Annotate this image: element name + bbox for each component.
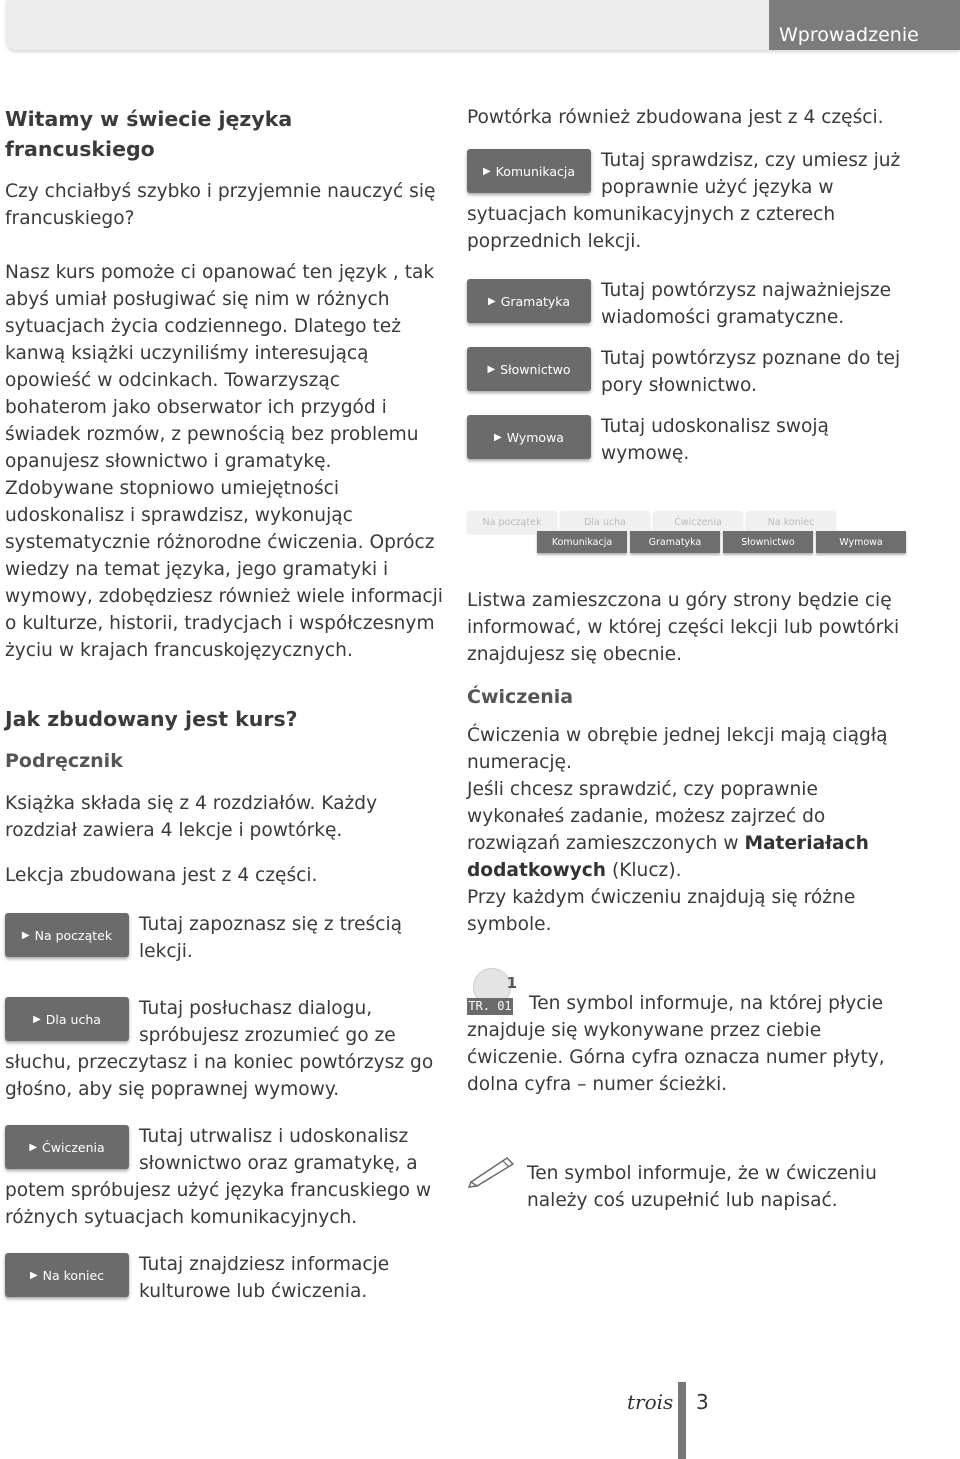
section-heading: Jak zbudowany jest kurs?	[5, 707, 298, 731]
button-label: Wymowa	[506, 429, 564, 445]
part-text: Tutaj zapoznasz się z treścią lekcji.	[139, 914, 403, 962]
pencil-symbol-block	[467, 1152, 907, 1214]
left-column	[5, 104, 445, 1319]
play-icon: ▶	[494, 431, 502, 443]
play-icon: ▶	[482, 165, 491, 177]
part-block	[5, 1251, 445, 1305]
page-word: trois	[627, 1390, 674, 1414]
intro-paragraph: Czy chciałbyś szybko i przyjemnie nauczyć się francuskiego?	[5, 181, 436, 229]
part-text: Tutaj utrwalisz i udoskonalisz słownictwo oraz gramatykę, a potem spróbujesz użyć języka francuskiego w różnych sytuacjach komunikacyjnych.	[5, 1126, 432, 1228]
exercises-key-paragraph	[467, 776, 907, 884]
part-block	[5, 995, 445, 1103]
button-label: Słownictwo	[500, 361, 571, 377]
text-part: (Klucz).	[606, 860, 682, 881]
section-label: Wprowadzenie	[769, 0, 960, 50]
exercises-paragraph: Ćwiczenia w obrębie jednej lekcji mają ciągłą numerację.	[467, 725, 888, 773]
subsection-heading: Podręcznik	[5, 750, 123, 772]
navigation-bar-illustration	[467, 511, 899, 559]
button-label: Gramatyka	[500, 293, 570, 309]
review-part-text: Tutaj sprawdzisz, czy umiesz już poprawnie użyć języka w sytuacjach komunikacyjnych z czterech poprzednich lekcji.	[467, 150, 901, 252]
cd-number: 1	[506, 974, 517, 992]
symbols-paragraph: Przy każdym ćwiczeniu znajdują się różne symbole.	[467, 887, 856, 935]
play-icon: ▶	[487, 295, 496, 307]
nav-tab: Na początek	[467, 511, 557, 533]
track-label: TR. 01	[468, 999, 512, 1013]
slownictwo-button	[467, 347, 591, 391]
exercises-heading: Ćwiczenia	[467, 686, 574, 708]
review-part-block	[467, 147, 907, 255]
na-poczatek-button	[5, 913, 129, 957]
na-koniec-button	[5, 1253, 129, 1297]
nav-tab: Na koniec	[746, 511, 836, 533]
body-paragraph: Nasz kurs pomoże ci opanować ten język , tak abyś umiał posługiwać się nim w różnych sytuacjach życia codziennego. Dlatego też kanwą książki uczyniliśmy interesującą opowieść w odcinkach. Towarzysząc bohaterom jako obserwator ich przygód i świadek rozmów, z pewnością bez problemu opanujesz słownictwo i gramatykę. Zdobywane stopniowo umiejętności udoskonalisz i sprawdzisz, wykonując systematycznie różnorodne ćwiczenia. Oprócz wiedzy na temat języka, jego gramatyki i wymowy, zdobędziesz również wiele informacji o kulturze, historii, tradycjach i współczesnym życiu w krajach francuskojęzycznych.	[5, 262, 443, 661]
footer-divider	[678, 1382, 686, 1459]
pencil-text: Ten symbol informuje, że w ćwiczeniu należy coś uzupełnić lub napisać.	[527, 1163, 877, 1211]
right-column	[467, 104, 907, 1214]
dla-ucha-button	[5, 997, 129, 1041]
review-part-block	[467, 345, 907, 399]
nav-tab: Wymowa	[816, 531, 906, 553]
play-icon: ▶	[29, 1141, 38, 1153]
part-block	[5, 1123, 445, 1231]
bar-paragraph: Listwa zamieszczona u góry strony będzie cię informować, w której części lekcji lub powtórki znajdujesz się obecnie.	[467, 590, 900, 665]
button-label: Na początek	[34, 927, 113, 943]
nav-lesson-tabs	[467, 511, 839, 533]
review-part-text: Tutaj powtórzysz najważniejsze wiadomości gramatyczne.	[601, 280, 892, 328]
button-label: Na koniec	[42, 1267, 105, 1283]
nav-review-tabs	[537, 531, 909, 553]
button-label: Dla ucha	[45, 1011, 101, 1027]
gramatyka-button	[467, 279, 591, 323]
play-icon: ▶	[487, 363, 496, 375]
play-icon: ▶	[33, 1013, 41, 1025]
review-part-block	[467, 413, 907, 467]
review-part-text: Tutaj udoskonalisz swoją wymowę.	[601, 416, 829, 464]
review-part-text: Tutaj powtórzysz poznane do tej pory słownictwo.	[601, 348, 901, 396]
part-text: Tutaj znajdziesz informacje kulturowe lub ćwiczenia.	[139, 1254, 390, 1302]
part-text: Tutaj posłuchasz dialogu, spróbujesz zrozumieć go ze słuchu, przeczytasz i na koniec powtórzysz go głośno, aby się poprawnej wymowy.	[5, 998, 434, 1100]
play-icon: ▶	[21, 929, 30, 941]
text-part: Jeśli chcesz sprawdzić, czy poprawnie wykonałeś zadanie, możesz zajrzeć do rozwiązań zamieszczonych w	[467, 779, 826, 854]
button-label: Komunikacja	[495, 163, 576, 179]
lesson-paragraph: Lekcja zbudowana jest z 4 części.	[5, 865, 318, 886]
review-paragraph: Powtórka również zbudowana jest z 4 części.	[467, 107, 884, 128]
bold-text: Materiałach dodatkowych	[467, 833, 869, 881]
nav-tab: Gramatyka	[630, 531, 720, 553]
part-block	[5, 911, 445, 965]
komunikacja-button	[467, 149, 591, 193]
button-label: Ćwiczenia	[42, 1139, 105, 1155]
nav-tab: Dla ucha	[560, 511, 650, 533]
cd-icon	[467, 968, 519, 1016]
nav-tab: Komunikacja	[537, 531, 627, 553]
book-paragraph: Książka składa się z 4 rozdziałów. Każdy rozdział zawiera 4 lekcje i powtórkę.	[5, 793, 378, 841]
wymowa-button	[467, 415, 591, 459]
nav-tab: Ćwiczenia	[653, 511, 743, 533]
pencil-icon	[467, 1152, 521, 1188]
page-number: 3	[696, 1390, 709, 1414]
cd-symbol-block	[467, 964, 907, 1098]
play-icon: ▶	[29, 1269, 38, 1281]
cwiczenia-button	[5, 1125, 129, 1169]
review-part-block	[467, 277, 907, 331]
page-title: Witamy w świecie języka francuskiego	[5, 107, 293, 161]
cd-text: Ten symbol informuje, na której płycie znajduje się wykonywane przez ciebie ćwiczenie. Górna cyfra oznacza numer płyty, dolna cyfra – numer ścieżki.	[467, 993, 885, 1095]
nav-tab: Słownictwo	[723, 531, 813, 553]
